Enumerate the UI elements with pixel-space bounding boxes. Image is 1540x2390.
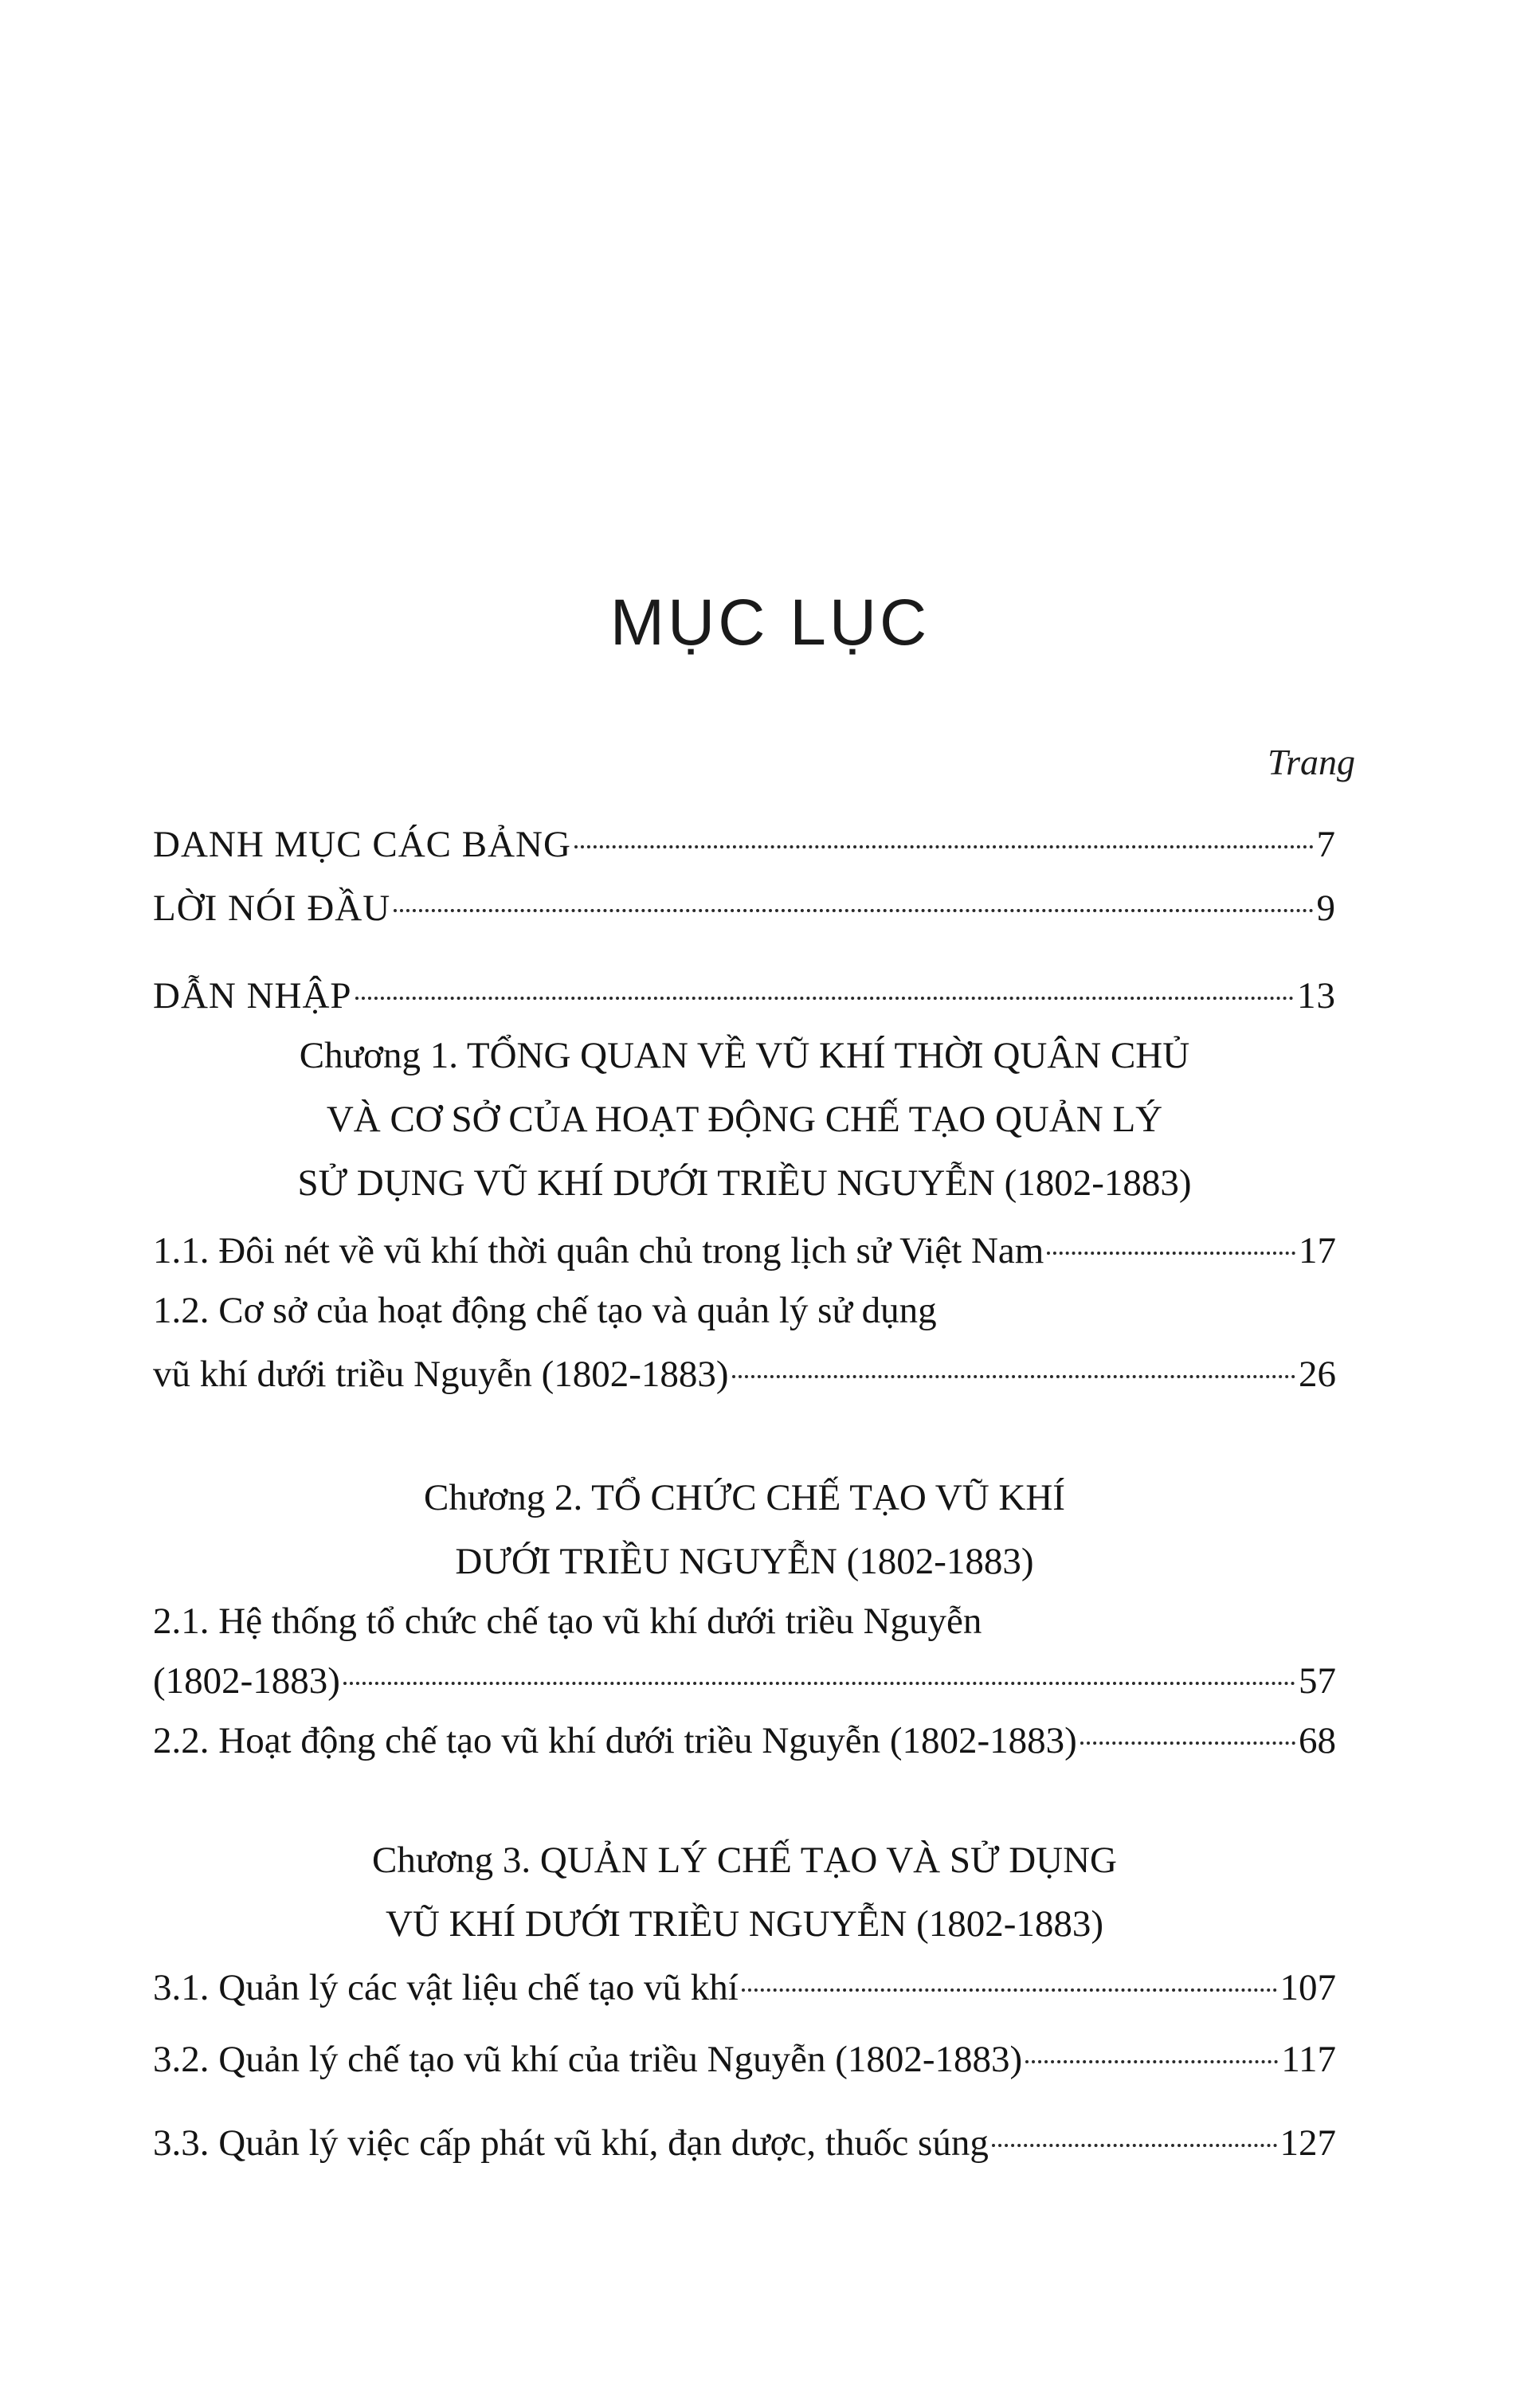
toc-entry-page: 13 xyxy=(1297,975,1336,1017)
chapter-2-heading-line-1: Chương 2. TỔ CHỨC CHẾ TẠO VŨ KHÍ xyxy=(424,1477,1065,1518)
dot-leader xyxy=(1047,1252,1295,1255)
chapter-2-heading-line-2: DƯỚI TRIỀU NGUYỄN (1802-1883) xyxy=(455,1541,1034,1582)
toc-entry-1-2-line-1[interactable]: 1.2. Cơ sở của hoạt động chế tạo và quản lý sử dụng xyxy=(153,1290,937,1331)
toc-entry-1-2[interactable] xyxy=(153,1350,1336,1398)
page-column-label: Trang xyxy=(1268,742,1355,782)
toc-entry-label: DANH MỤC CÁC BẢNG xyxy=(153,824,571,865)
dot-leader xyxy=(574,845,1314,848)
toc-entry-2-2[interactable] xyxy=(153,1717,1336,1765)
toc-entry-3-1[interactable] xyxy=(153,1964,1336,2012)
toc-entry-page: 68 xyxy=(1299,1720,1336,1761)
page-title: MỤC LỤC xyxy=(609,586,931,659)
toc-entry-page: 7 xyxy=(1316,824,1336,865)
toc-entry-page: 107 xyxy=(1279,1967,1336,2008)
dot-leader xyxy=(1080,1742,1295,1745)
toc-entry-danh-muc-cac-bang[interactable] xyxy=(153,821,1336,868)
chapter-1-heading-line-3: SỬ DỤNG VŨ KHÍ DƯỚI TRIỀU NGUYỄN (1802-1883) xyxy=(297,1162,1192,1204)
toc-entry-label: LỜI NÓI ĐẦU xyxy=(153,887,391,929)
toc-entry-page: 117 xyxy=(1281,2039,1336,2080)
toc-entry-label: vũ khí dưới triều Nguyễn (1802-1883) xyxy=(153,1354,729,1395)
toc-entry-3-2[interactable] xyxy=(153,2035,1336,2083)
toc-entry-label: (1802-1883) xyxy=(153,1660,340,1702)
toc-entry-page: 26 xyxy=(1299,1354,1336,1395)
dot-leader xyxy=(732,1375,1295,1378)
dot-leader xyxy=(394,909,1313,912)
chapter-1-heading-line-2: VÀ CƠ SỞ CỦA HOẠT ĐỘNG CHẾ TẠO QUẢN LÝ xyxy=(326,1099,1163,1140)
toc-entry-label: DẪN NHẬP xyxy=(153,975,352,1017)
toc-entry-1-1[interactable] xyxy=(153,1227,1336,1275)
dot-leader xyxy=(355,997,1294,1000)
toc-entry-label: 3.1. Quản lý các vật liệu chế tạo vũ khí xyxy=(153,1967,739,2008)
toc-entry-page: 17 xyxy=(1299,1230,1336,1271)
dot-leader xyxy=(742,1988,1277,1992)
dot-leader xyxy=(992,2144,1277,2147)
chapter-3-heading-line-2: VŨ KHÍ DƯỚI TRIỀU NGUYỄN (1802-1883) xyxy=(385,1903,1104,1945)
dot-leader xyxy=(343,1682,1295,1685)
toc-entry-label: 3.2. Quản lý chế tạo vũ khí của triều Nguyễn (1802-1883) xyxy=(153,2039,1023,2080)
toc-entry-2-1[interactable] xyxy=(153,1657,1336,1705)
toc-entry-loi-noi-dau[interactable] xyxy=(153,884,1336,932)
toc-entry-page: 127 xyxy=(1279,2122,1336,2164)
toc-entry-page: 9 xyxy=(1316,887,1336,929)
toc-entry-2-1-line-1[interactable]: 2.1. Hệ thống tổ chức chế tạo vũ khí dưới triều Nguyễn xyxy=(153,1601,982,1642)
toc-entry-label: 2.2. Hoạt động chế tạo vũ khí dưới triều Nguyễn (1802-1883) xyxy=(153,1720,1077,1761)
toc-entry-label: 1.1. Đôi nét về vũ khí thời quân chủ trong lịch sử Việt Nam xyxy=(153,1230,1044,1271)
chapter-3-heading-line-1: Chương 3. QUẢN LÝ CHẾ TẠO VÀ SỬ DỤNG xyxy=(372,1840,1117,1881)
toc-entry-3-3[interactable] xyxy=(153,2119,1336,2167)
toc-entry-dan-nhap[interactable] xyxy=(153,972,1336,1020)
toc-entry-page: 57 xyxy=(1299,1660,1336,1702)
toc-entry-label: 3.3. Quản lý việc cấp phát vũ khí, đạn dược, thuốc súng xyxy=(153,2122,989,2164)
dot-leader xyxy=(1025,2060,1278,2063)
chapter-1-heading-line-1: Chương 1. TỔNG QUAN VỀ VŨ KHÍ THỜI QUÂN CHỦ xyxy=(299,1035,1190,1076)
